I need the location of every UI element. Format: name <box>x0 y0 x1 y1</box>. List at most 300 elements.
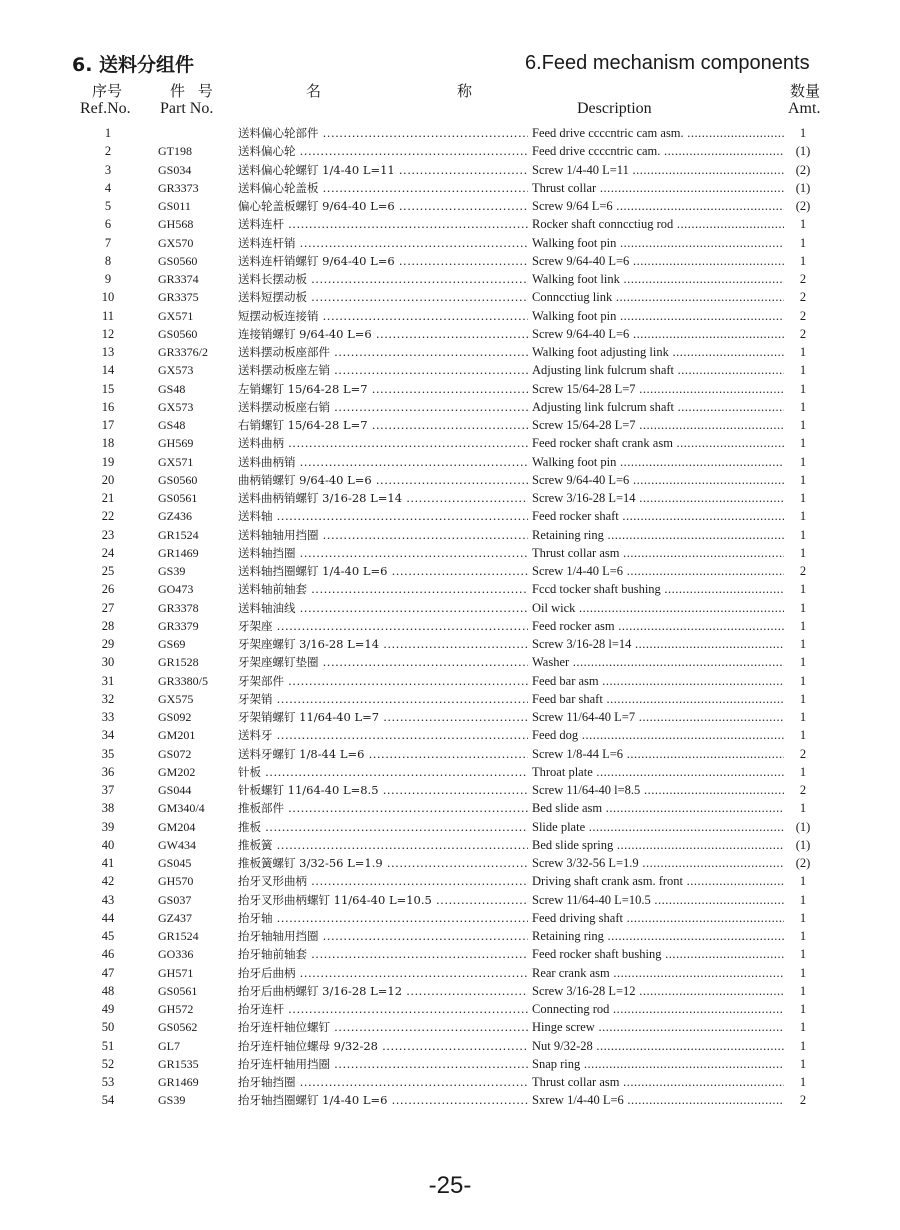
name-cn: 送料曲柄销 ..... <box>238 453 528 471</box>
name-cn: 送料长摆动板 ..... <box>238 270 528 288</box>
table-row <box>0 690 900 708</box>
part-number: GR1524 <box>158 527 199 542</box>
name-cn: 抬牙连杆 ..... <box>238 1000 528 1018</box>
description-en: Retaining ring ..... <box>532 927 784 945</box>
part-number: GH572 <box>158 1002 194 1016</box>
amount: 2 <box>799 564 807 578</box>
description-en: Feed rocker shaft ..... <box>532 507 784 525</box>
ref-number: 48 <box>101 983 115 998</box>
amount: 2 <box>799 290 807 305</box>
ref-number: 52 <box>101 1056 115 1071</box>
table-row <box>0 361 900 379</box>
name-cn: 送料偏心轮螺钉 1/4-40 L=11 ..... <box>238 161 528 179</box>
ref-number: 8 <box>104 253 112 268</box>
name-cn: 送料轴油线 ..... <box>238 599 528 617</box>
part-number: GS0560 <box>158 326 198 341</box>
amount: 2 <box>799 326 807 341</box>
description-en: Thrust collar asm ..... <box>532 544 784 562</box>
part-number: GL7 <box>158 1038 180 1053</box>
name-cn: 短摆动板连接销 ..... <box>238 307 528 325</box>
description-en: Oil wick ..... <box>532 599 784 617</box>
description-en: Screw 9/64-40 L=6 ..... <box>532 325 784 343</box>
part-number: GO473 <box>158 582 194 597</box>
part-number: GS69 <box>158 637 186 651</box>
part-number: GX573 <box>158 399 194 414</box>
ref-number: 42 <box>101 874 115 889</box>
description-en: Walking foot link ..... <box>532 270 784 288</box>
description-en: Sxrew 1/4-40 L=6 ..... <box>532 1091 784 1109</box>
description-en: Screw 15/64-28 L=7 ..... <box>532 380 784 398</box>
table-row <box>0 708 900 726</box>
amount: 1 <box>799 399 807 414</box>
description-en: Screw 9/64-40 L=6 ..... <box>532 471 784 489</box>
table-row <box>0 1091 900 1109</box>
part-number: GH569 <box>158 436 194 451</box>
ref-number: 24 <box>101 545 115 560</box>
name-cn: 抬牙叉形曲柄螺钉 11/64-40 L=10.5 ..... <box>238 891 528 909</box>
amount: (2) <box>795 856 811 870</box>
amount: 1 <box>799 235 807 250</box>
name-cn: 抬牙轴挡圈 ..... <box>238 1073 528 1091</box>
section-title-en: 6.Feed mechanism components <box>525 52 810 74</box>
table-row <box>0 745 900 763</box>
description-en: Feed rocker shaft bushing ..... <box>532 945 784 963</box>
amount: 2 <box>799 1093 807 1108</box>
table-row <box>0 763 900 781</box>
table-row <box>0 818 900 836</box>
table-row <box>0 909 900 927</box>
table-row <box>0 161 900 179</box>
part-number: GR3373 <box>158 180 199 195</box>
amount: (2) <box>795 199 811 213</box>
amount: (1) <box>795 837 811 852</box>
name-cn: 送料短摆动板 ..... <box>238 288 528 306</box>
name-cn: 送料轴前轴套 ..... <box>238 580 528 598</box>
part-number: GT198 <box>158 144 192 159</box>
ref-number: 23 <box>101 527 115 542</box>
description-en: Screw 3/32-56 L=1.9 ..... <box>532 854 784 872</box>
table-row <box>0 1018 900 1036</box>
amount: 1 <box>799 965 807 980</box>
amount: 1 <box>799 582 807 597</box>
amount: 1 <box>799 673 807 688</box>
part-number: GS0561 <box>158 491 198 505</box>
table-row <box>0 945 900 963</box>
table-row <box>0 288 900 306</box>
ref-number: 3 <box>104 162 112 177</box>
ref-number: 47 <box>101 965 115 980</box>
amount: (2) <box>795 162 811 177</box>
description-en: Adjusting link fulcrum shaft ..... <box>532 398 784 416</box>
amount: 1 <box>799 472 807 487</box>
name-cn: 左销螺钉 15/64-28 L=7 ..... <box>238 380 528 398</box>
amount: 1 <box>799 126 807 140</box>
name-cn: 针板 ..... <box>238 763 528 781</box>
amount: 1 <box>799 454 807 469</box>
section-title-cn: 6. 送料分组件 <box>72 54 195 76</box>
name-cn: 牙架销 ..... <box>238 690 528 708</box>
name-cn: 送料偏心轮部件 ..... <box>238 124 528 142</box>
part-number: GM340/4 <box>158 801 205 816</box>
part-number: GW434 <box>158 837 196 852</box>
ref-number: 34 <box>101 728 115 743</box>
table-row <box>0 380 900 398</box>
amount: 1 <box>799 892 807 907</box>
table-row <box>0 197 900 215</box>
description-en: Rocker shaft conncctiug rod ..... <box>532 215 784 233</box>
name-cn: 送料轴挡圈 ..... <box>238 544 528 562</box>
ref-number: 27 <box>101 600 115 615</box>
ref-number: 44 <box>101 910 115 925</box>
part-number: GX571 <box>158 308 194 323</box>
name-cn: 送料曲柄 ..... <box>238 434 528 452</box>
table-row <box>0 142 900 160</box>
amount: 1 <box>799 436 807 451</box>
description-en: Feed driving shaft ..... <box>532 909 784 927</box>
part-number: GM201 <box>158 728 196 743</box>
amount: 1 <box>799 1056 807 1071</box>
ref-number: 5 <box>104 199 112 213</box>
amount: 1 <box>799 381 807 396</box>
amount: (1) <box>795 180 811 195</box>
description-en: Feed bar shaft ..... <box>532 690 784 708</box>
description-en: Feed drive ccccntric cam asm. ..... <box>532 124 784 142</box>
name-cn: 送料摆动板座部件 ..... <box>238 343 528 361</box>
amount: 1 <box>799 345 807 359</box>
amount: 1 <box>799 1038 807 1053</box>
header-part-en: Part No. <box>160 100 214 117</box>
name-cn: 推板簧 ..... <box>238 836 528 854</box>
description-en: Adjusting link fulcrum shaft ..... <box>532 361 784 379</box>
amount: 1 <box>799 1020 807 1035</box>
part-number: GS092 <box>158 710 192 724</box>
name-cn: 抬牙轴 ..... <box>238 909 528 927</box>
part-number: GS034 <box>158 162 192 177</box>
ref-number: 53 <box>101 1075 115 1089</box>
description-en: Nut 9/32-28 ..... <box>532 1037 784 1055</box>
ref-number: 35 <box>101 746 115 761</box>
amount: 2 <box>799 308 807 323</box>
table-row <box>0 891 900 909</box>
ref-number: 7 <box>104 235 112 250</box>
part-number: GX573 <box>158 363 194 378</box>
table-row <box>0 270 900 288</box>
part-number: GS0560 <box>158 253 198 268</box>
ref-number: 36 <box>101 764 115 779</box>
ref-number: 14 <box>101 363 115 378</box>
amount: 2 <box>799 783 807 797</box>
part-number: GS044 <box>158 783 192 797</box>
name-cn: 牙架部件 ..... <box>238 672 528 690</box>
header-amt-cn: 数量 <box>790 82 821 100</box>
part-number: GS011 <box>158 199 191 213</box>
description-en: Feed dog ..... <box>532 726 784 744</box>
amount: (1) <box>795 144 811 159</box>
table-row <box>0 343 900 361</box>
ref-number: 11 <box>101 308 115 323</box>
part-number: GO336 <box>158 947 194 962</box>
ref-number: 41 <box>101 856 115 870</box>
table-row <box>0 964 900 982</box>
description-en: Walking foot pin ..... <box>532 453 784 471</box>
table-row <box>0 471 900 489</box>
description-en: Feed bar asm ..... <box>532 672 784 690</box>
description-en: Walking foot pin ..... <box>532 234 784 252</box>
description-en: Feed rocker shaft crank asm ..... <box>532 434 784 452</box>
ref-number: 16 <box>101 399 115 414</box>
name-cn: 送料连杆销 ..... <box>238 234 528 252</box>
ref-number: 21 <box>101 491 115 505</box>
header-name-cn-2: 称 <box>457 82 473 100</box>
ref-number: 1 <box>104 126 112 140</box>
amount: 1 <box>799 983 807 998</box>
table-row <box>0 854 900 872</box>
description-en: Slide plate ..... <box>532 818 784 836</box>
part-number: GS045 <box>158 856 192 870</box>
name-cn: 送料摆动板座左销 ..... <box>238 361 528 379</box>
description-en: Conncctiug link ..... <box>532 288 784 306</box>
amount: 1 <box>799 728 807 743</box>
part-number: GR1469 <box>158 545 199 560</box>
part-number: GS037 <box>158 892 192 907</box>
part-number: GR3379 <box>158 618 199 633</box>
description-en: Feed rocker asm ..... <box>532 617 784 635</box>
description-en: Screw 15/64-28 L=7 ..... <box>532 416 784 434</box>
table-row <box>0 307 900 325</box>
part-number: GR1535 <box>158 1056 199 1071</box>
name-cn: 推板部件 ..... <box>238 799 528 817</box>
description-en: Walking foot adjusting link ..... <box>532 343 784 361</box>
amount: 1 <box>799 655 807 670</box>
ref-number: 39 <box>101 819 115 834</box>
table-row <box>0 635 900 653</box>
description-en: Screw 11/64-40 L=10.5 ..... <box>532 891 784 909</box>
description-en: Thrust collar ..... <box>532 179 784 197</box>
name-cn: 连接销螺钉 9/64-40 L=6 ..... <box>238 325 528 343</box>
table-row <box>0 398 900 416</box>
description-en: Feed drive ccccntric cam. ..... <box>532 142 784 160</box>
description-en: Screw 9/64 L=6 ..... <box>532 197 784 215</box>
table-row <box>0 653 900 671</box>
table-row <box>0 1037 900 1055</box>
ref-number: 30 <box>101 655 115 670</box>
ref-number: 28 <box>101 618 115 633</box>
amount: 1 <box>799 637 807 651</box>
part-number: GS48 <box>158 418 186 432</box>
part-number: GR1469 <box>158 1075 199 1089</box>
part-number: GS072 <box>158 746 192 761</box>
ref-number: 6 <box>104 217 112 232</box>
table-row <box>0 453 900 471</box>
amount: 1 <box>799 253 807 268</box>
table-row <box>0 799 900 817</box>
name-cn: 右销螺钉 15/64-28 L=7 ..... <box>238 416 528 434</box>
ref-number: 31 <box>101 673 115 688</box>
part-number: GM202 <box>158 764 196 779</box>
table-row <box>0 927 900 945</box>
table-row <box>0 1000 900 1018</box>
table-row <box>0 179 900 197</box>
table-row <box>0 599 900 617</box>
description-en: Bed slide asm ..... <box>532 799 784 817</box>
description-en: Bed slide spring ..... <box>532 836 784 854</box>
header-description-en: Description <box>577 100 652 117</box>
ref-number: 33 <box>101 710 115 724</box>
ref-number: 13 <box>101 345 115 359</box>
description-en: Screw 1/4-40 L=11 ..... <box>532 161 784 179</box>
description-en: Screw 11/64-40 l=8.5 ..... <box>532 781 784 799</box>
name-cn: 抬牙连杆轴位螺钉 ..... <box>238 1018 528 1036</box>
description-en: Screw 11/64-40 L=7 ..... <box>532 708 784 726</box>
table-row <box>0 416 900 434</box>
name-cn: 推板簧螺钉 3/32-56 L=1.9 ..... <box>238 854 528 872</box>
name-cn: 偏心轮盖板螺钉 9/64-40 L=6 ..... <box>238 197 528 215</box>
amount: (1) <box>795 819 811 834</box>
amount: 1 <box>799 491 807 505</box>
ref-number: 17 <box>101 418 115 432</box>
name-cn: 抬牙后曲柄螺钉 3/16-28 L=12 ..... <box>238 982 528 1000</box>
name-cn: 抬牙轴挡圈螺钉 1/4-40 L=6 ..... <box>238 1091 528 1109</box>
description-en: Washer ..... <box>532 653 784 671</box>
ref-number: 4 <box>104 180 112 195</box>
name-cn: 抬牙连杆轴用挡圈 ..... <box>238 1055 528 1073</box>
description-en: Screw 9/64-40 L=6 ..... <box>532 252 784 270</box>
amount: 1 <box>799 764 807 779</box>
ref-number: 9 <box>104 272 112 286</box>
name-cn: 针板螺钉 11/64-40 L=8.5 ..... <box>238 781 528 799</box>
table-row <box>0 215 900 233</box>
ref-number: 37 <box>101 783 115 797</box>
part-number: GS0561 <box>158 983 198 998</box>
ref-number: 15 <box>101 381 115 396</box>
description-en: Snap ring ..... <box>532 1055 784 1073</box>
header-ref-cn: 序号 <box>92 82 123 100</box>
amount: 1 <box>799 418 807 432</box>
header-amt-en: Amt. <box>788 100 821 117</box>
part-number: GZ437 <box>158 910 192 925</box>
part-number: GR3374 <box>158 272 199 286</box>
amount: 1 <box>799 910 807 925</box>
part-number: GS48 <box>158 381 186 396</box>
name-cn: 送料曲柄销螺钉 3/16-28 L=14 ..... <box>238 489 528 507</box>
ref-number: 20 <box>101 472 115 487</box>
name-cn: 抬牙连杆轴位螺母 9/32-28 ..... <box>238 1037 528 1055</box>
amount: 1 <box>799 874 807 889</box>
part-number: GH568 <box>158 217 194 232</box>
amount: 1 <box>799 1075 807 1089</box>
part-number: GH570 <box>158 874 194 889</box>
table-row <box>0 1055 900 1073</box>
amount: 1 <box>799 509 807 524</box>
header-ref-en: Ref.No. <box>80 100 131 117</box>
description-en: Screw 1/8-44 L=6 ..... <box>532 745 784 763</box>
table-row <box>0 489 900 507</box>
name-cn: 送料轴挡圈螺钉 1/4-40 L=6 ..... <box>238 562 528 580</box>
description-en: Walking foot pin ..... <box>532 307 784 325</box>
amount: 1 <box>799 600 807 615</box>
ref-number: 32 <box>101 691 115 706</box>
amount: 1 <box>799 618 807 633</box>
part-number: GS39 <box>158 564 186 578</box>
table-row <box>0 617 900 635</box>
name-cn: 送料牙 ..... <box>238 726 528 744</box>
amount: 1 <box>799 363 807 378</box>
name-cn: 抬牙轴前轴套 ..... <box>238 945 528 963</box>
table-row <box>0 781 900 799</box>
ref-number: 46 <box>101 947 115 962</box>
ref-number: 25 <box>101 564 115 578</box>
ref-number: 49 <box>101 1002 115 1016</box>
part-number: GS0562 <box>158 1020 198 1035</box>
part-number: GZ436 <box>158 509 192 524</box>
ref-number: 29 <box>101 637 115 651</box>
ref-number: 50 <box>101 1020 115 1035</box>
ref-number: 38 <box>101 801 115 816</box>
description-en: Connecting rod ..... <box>532 1000 784 1018</box>
description-en: Screw 3/16-28 l=14 ..... <box>532 635 784 653</box>
part-number: GX570 <box>158 235 194 250</box>
name-cn: 送料轴 ..... <box>238 507 528 525</box>
table-row <box>0 507 900 525</box>
table-row <box>0 544 900 562</box>
name-cn: 牙架销螺钉 11/64-40 L=7 ..... <box>238 708 528 726</box>
name-cn: 送料轴轴用挡圈 ..... <box>238 526 528 544</box>
part-number: GR3380/5 <box>158 673 209 688</box>
table-row <box>0 124 900 142</box>
name-cn: 送料偏心轮盖板 ..... <box>238 179 528 197</box>
amount: 1 <box>799 710 807 724</box>
table-row <box>0 580 900 598</box>
ref-number: 26 <box>101 582 115 597</box>
ref-number: 43 <box>101 892 115 907</box>
description-en: Screw 3/16-28 L=12 ..... <box>532 982 784 1000</box>
table-row <box>0 1073 900 1091</box>
ref-number: 40 <box>101 837 115 852</box>
ref-number: 18 <box>101 436 115 451</box>
part-number: GR3378 <box>158 600 199 615</box>
amount: 1 <box>799 947 807 962</box>
part-number: GX571 <box>158 454 194 469</box>
header-name-cn-1: 名 <box>306 82 322 100</box>
name-cn: 送料连杆 ..... <box>238 215 528 233</box>
table-row <box>0 526 900 544</box>
description-en: Hinge screw ..... <box>532 1018 784 1036</box>
ref-number: 2 <box>104 144 112 159</box>
ref-number: 45 <box>101 929 115 943</box>
description-en: Screw 3/16-28 L=14 ..... <box>532 489 784 507</box>
table-row <box>0 252 900 270</box>
ref-number: 10 <box>101 290 115 305</box>
name-cn: 抬牙轴轴用挡圈 ..... <box>238 927 528 945</box>
table-row <box>0 434 900 452</box>
name-cn: 送料连杆销螺钉 9/64-40 L=6 ..... <box>238 252 528 270</box>
description-en: Rear crank asm ..... <box>532 964 784 982</box>
amount: 1 <box>799 691 807 706</box>
part-number: GR1528 <box>158 655 199 670</box>
amount: 2 <box>799 746 807 761</box>
description-en: Driving shaft crank asm. front ..... <box>532 872 784 890</box>
name-cn: 曲柄销螺钉 9/64-40 L=6 ..... <box>238 471 528 489</box>
name-cn: 推板 ..... <box>238 818 528 836</box>
table-row <box>0 982 900 1000</box>
ref-number: 51 <box>101 1038 115 1053</box>
description-en: Fccd tocker shaft bushing ..... <box>532 580 784 598</box>
description-en: Throat plate ..... <box>532 763 784 781</box>
part-number: GX575 <box>158 691 194 706</box>
ref-number: 54 <box>101 1093 115 1108</box>
table-row <box>0 672 900 690</box>
ref-number: 12 <box>101 326 115 341</box>
